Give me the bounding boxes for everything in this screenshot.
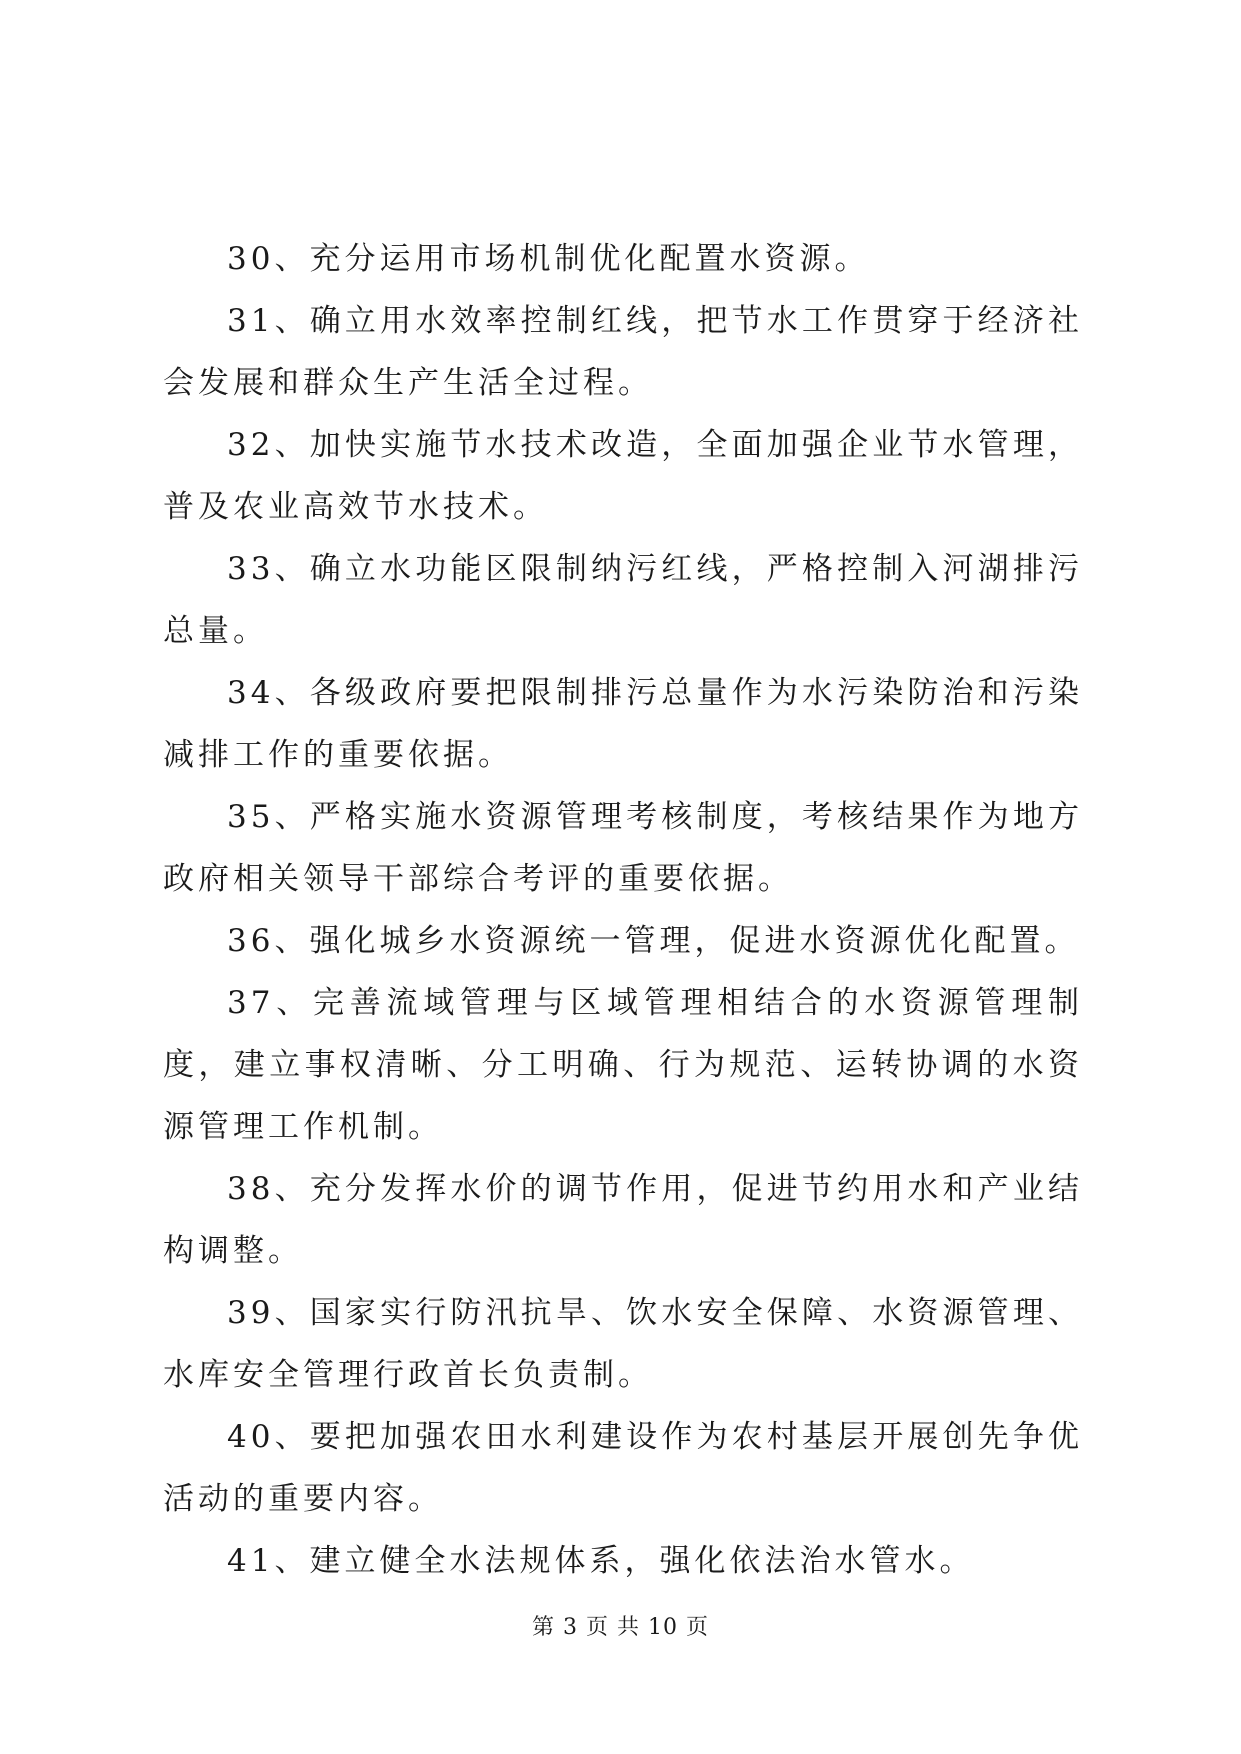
paragraph-40: 40、要把加强农田水利建设作为农村基层开展创先争优活动的重要内容。 <box>163 1419 1083 1517</box>
paragraph-31: 31、确立用水效率控制红线，把节水工作贯穿于经济社会发展和群众生产生活全过程。 <box>163 303 1083 401</box>
paragraph-37: 37、完善流域管理与区域管理相结合的水资源管理制度，建立事权清晰、分工明确、行为规范、运转协调的水资源管理工作机制。 <box>163 985 1083 1145</box>
paragraph-33: 33、确立水功能区限制纳污红线，严格控制入河湖排污总量。 <box>163 551 1083 649</box>
paragraph-32: 32、加快实施节水技术改造，全面加强企业节水管理，普及农业高效节水技术。 <box>163 427 1083 525</box>
paragraph-35: 35、严格实施水资源管理考核制度，考核结果作为地方政府相关领导干部综合考评的重要依据。 <box>163 799 1083 897</box>
paragraph-39: 39、国家实行防汛抗旱、饮水安全保障、水资源管理、水库安全管理行政首长负责制。 <box>163 1295 1083 1393</box>
document-body <box>163 228 1083 1592</box>
paragraph-41: 41、建立健全水法规体系，强化依法治水管水。 <box>227 1543 975 1579</box>
paragraph-30: 30、充分运用市场机制优化配置水资源。 <box>227 241 870 277</box>
paragraph-34: 34、各级政府要把限制排污总量作为水污染防治和污染减排工作的重要依据。 <box>163 675 1083 773</box>
page-footer: 第 3 页 共 10 页 <box>532 1615 709 1640</box>
paragraph-38: 38、充分发挥水价的调节作用，促进节约用水和产业结构调整。 <box>163 1171 1083 1269</box>
paragraph-36: 36、强化城乡水资源统一管理，促进水资源优化配置。 <box>227 923 1080 959</box>
